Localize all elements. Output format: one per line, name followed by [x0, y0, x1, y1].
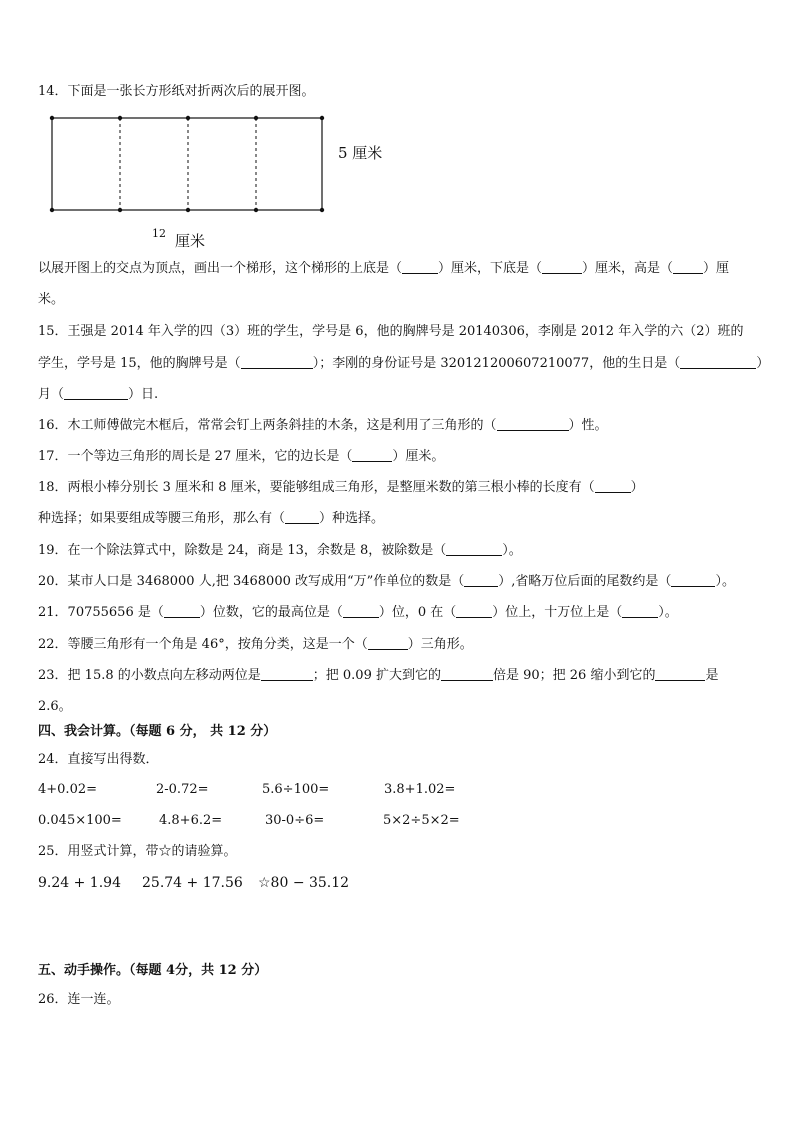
q26-title: 26．连一连。 — [38, 992, 120, 1007]
answer-blank[interactable] — [164, 605, 200, 618]
q18-line1: 18．两根小棒分别长 3 厘米和 8 厘米，要能够组成三角形，是整厘米数的第三根小棒的长度有（ ） — [38, 480, 644, 495]
answer-blank[interactable] — [595, 480, 631, 493]
q20: 20．某市人口是 3468000 人,把 3468000 改写成用“万”作单位的数是（ ）,省略万位后面的尾数约是（ ）。 — [38, 574, 735, 589]
vertex-dot — [50, 116, 54, 120]
height-label: 5 厘米 — [338, 144, 383, 162]
q15-line1: 15．王强是 2014 年入学的四（3）班的学生，学号是 6，他的胸牌号是 20140306，李刚是 2012 年入学的六（2）班的 — [38, 324, 744, 339]
answer-blank[interactable] — [456, 605, 492, 618]
q24-item: 5.6÷100= — [262, 782, 330, 797]
q24-title: 24．直接写出得数． — [38, 752, 159, 767]
vertex-dot — [186, 116, 190, 120]
answer-blank[interactable] — [343, 605, 379, 618]
answer-blank[interactable] — [368, 637, 408, 650]
vertex-dot — [118, 116, 122, 120]
q18-line2: 种选择；如果要组成等腰三角形，那么有（ ）种选择。 — [38, 511, 385, 526]
vertex-dot — [320, 208, 324, 212]
vertex-dot — [254, 116, 258, 120]
answer-blank[interactable] — [655, 668, 705, 681]
q24-item: 2-0.72= — [156, 782, 209, 797]
q19: 19．在一个除法算式中，除数是 24，商是 13，余数是 8，被除数是（ ）。 — [38, 543, 522, 558]
vertex-dot — [118, 208, 122, 212]
q23-line2: 2.6。 — [38, 699, 72, 714]
answer-blank[interactable] — [622, 605, 658, 618]
q14-title: 14．下面是一张长方形纸对折两次后的展开图。 — [38, 84, 315, 99]
q25-item: ☆80 − 35.12 — [258, 875, 350, 891]
width-number: 12 — [152, 227, 166, 240]
q21: 21．70755656 是（ ）位数，它的最高位是（ ）位，0 在（ ）位上，十万位上是（ ）。 — [38, 605, 678, 620]
q17: 17．一个等边三角形的周长是 27 厘米，它的边长是（ ）厘米。 — [38, 449, 445, 464]
q22: 22．等腰三角形有一个角是 46°，按角分类，这是一个（ ）三角形。 — [38, 637, 473, 652]
q15-line3: 月（ ）日. — [38, 387, 159, 402]
q24-item: 4.8+6.2= — [159, 813, 223, 828]
vertex-dot — [50, 208, 54, 212]
answer-blank[interactable] — [671, 574, 715, 587]
unfolded-paper-diagram — [40, 108, 340, 224]
q24-item: 4+0.02= — [38, 782, 98, 797]
answer-blank[interactable] — [464, 574, 498, 587]
section-4-heading: 四、我会计算。（每题 6 分， 共 12 分） — [38, 724, 277, 739]
paper-outline — [52, 118, 322, 210]
q24-item: 3.8+1.02= — [384, 782, 456, 797]
q24-item: 5×2÷5×2= — [383, 813, 460, 828]
width-unit: 厘米 — [175, 232, 206, 250]
q24-item: 0.045×100= — [38, 813, 122, 828]
answer-blank[interactable] — [241, 356, 313, 369]
q15-line2: 学生，学号是 15，他的胸牌号是（ ）；李刚的身份证号是 320121200607210077，他的生日是（ ） — [38, 356, 770, 371]
answer-blank[interactable] — [673, 261, 703, 274]
answer-blank[interactable] — [285, 511, 319, 524]
answer-blank[interactable] — [542, 261, 582, 274]
q14-line1: 以展开图上的交点为顶点，画出一个梯形，这个梯形的上底是（ ）厘米，下底是（ ）厘米，高是（ ）厘 — [38, 261, 730, 276]
answer-blank[interactable] — [441, 668, 493, 681]
q16: 16．木工师傅做完木框后，常常会钉上两条斜挂的木条，这是利用了三角形的（ ）性。 — [38, 418, 608, 433]
vertex-dot — [320, 116, 324, 120]
vertex-dot — [254, 208, 258, 212]
q25-title: 25．用竖式计算，带☆的请验算。 — [38, 844, 237, 859]
q25-item: 25.74 + 17.56 — [142, 875, 243, 891]
answer-blank[interactable] — [497, 418, 569, 431]
q23-line1: 23．把 15.8 的小数点向左移动两位是 ；把 0.09 扩大到它的 倍是 90；把 26 缩小到它的 是 — [38, 668, 719, 683]
answer-blank[interactable] — [402, 261, 438, 274]
answer-blank[interactable] — [446, 543, 502, 556]
q25-item: 9.24 + 1.94 — [38, 875, 121, 891]
section-5-heading: 五、动手操作。（每题 4分，共 12 分） — [38, 963, 268, 978]
answer-blank[interactable] — [352, 449, 392, 462]
vertex-dot — [186, 208, 190, 212]
answer-blank[interactable] — [64, 387, 128, 400]
q24-item: 30-0÷6= — [265, 813, 325, 828]
q14-line2: 米。 — [38, 292, 65, 307]
answer-blank[interactable] — [261, 668, 313, 681]
answer-blank[interactable] — [680, 356, 756, 369]
